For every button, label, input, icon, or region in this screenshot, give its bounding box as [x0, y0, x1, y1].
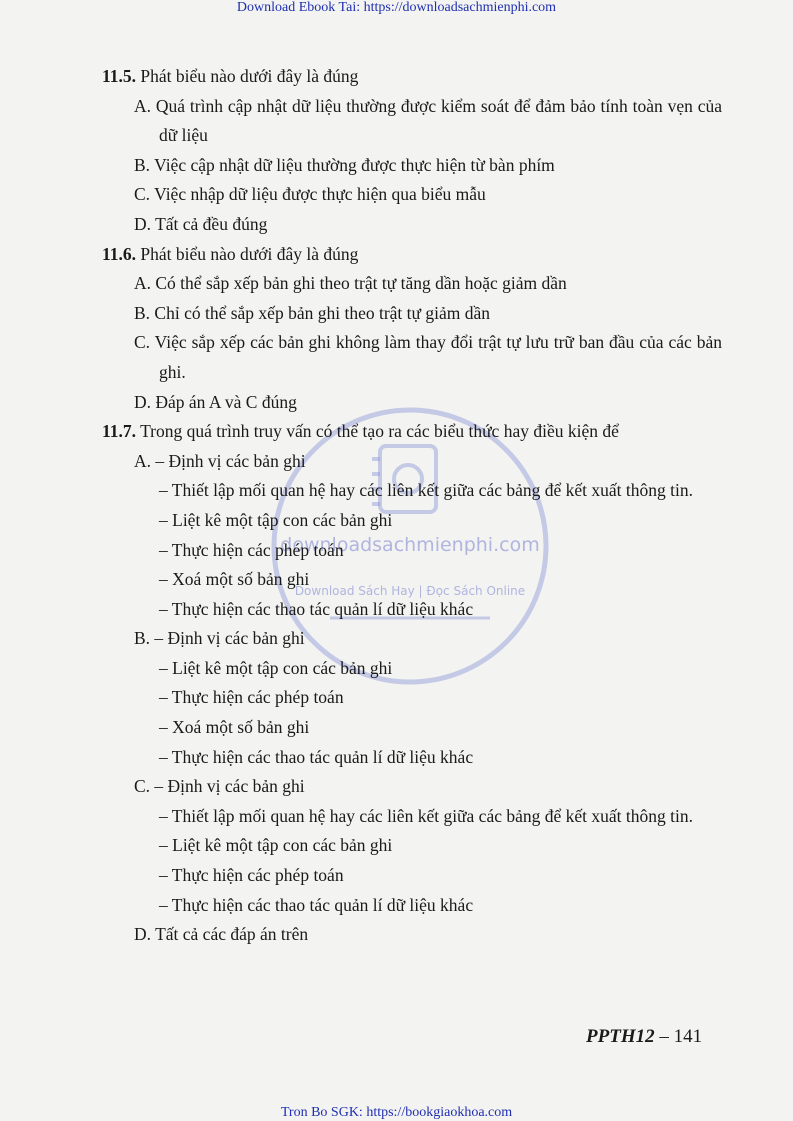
question-11-5: 11.5. Phát biểu nào dưới đây là đúng	[102, 66, 359, 86]
option-11-7-b-item: – Thực hiện các thao tác quản lí dữ liệu khác	[159, 746, 474, 767]
option-11-7-a-item: – Thực hiện các thao tác quản lí dữ liệu khác	[159, 598, 474, 619]
option-11-7-a-item: – Liệt kê một tập con các bản ghi	[159, 509, 393, 530]
option-11-7-a-item: – Xoá một số bản ghi	[159, 569, 310, 590]
option-11-7-a-item: – Thực hiện các phép toán	[159, 539, 344, 560]
watermark-site-text: downloadsachmienphi.com	[280, 534, 540, 556]
option-11-6-a: A. Có thể sắp xếp bản ghi theo trật tự tăng dần hoặc giảm dần	[134, 273, 567, 294]
option-11-6-b: B. Chỉ có thể sắp xếp bản ghi theo trật tự giảm dần	[134, 302, 491, 323]
option-11-7-a: A. – Định vị các bản ghi	[134, 450, 306, 471]
question-11-7: 11.7. Trong quá trình truy vấn có thể tạo ra các biểu thức hay điều kiện để	[102, 421, 619, 442]
option-11-7-b-item: – Thực hiện các phép toán	[159, 687, 344, 708]
option-11-7-c-item: – Thực hiện các phép toán	[159, 865, 344, 886]
option-11-7-c-item: – Thiết lập mối quan hệ hay các liên kết giữa các bảng để kết xuất thông tin.	[159, 805, 693, 826]
option-11-6-d: D. Đáp án A và C đúng	[134, 391, 297, 412]
option-11-7-d: D. Tất cả các đáp án trên	[134, 924, 309, 945]
header-download-link[interactable]: Download Ebook Tai: https://downloadsachmienphi.com	[236, 0, 557, 15]
option-11-7-c-item: – Thực hiện các thao tác quản lí dữ liệu khác	[159, 894, 474, 915]
option-11-7-c-item: – Liệt kê một tập con các bản ghi	[159, 835, 393, 856]
footer-sgk-link[interactable]: Tron Bo SGK: https://bookgiaokhoa.com	[280, 1105, 513, 1120]
option-11-5-b: B. Việc cập nhật dữ liệu thường được thực hiện từ bàn phím	[134, 154, 555, 175]
option-11-5-d: D. Tất cả đều đúng	[134, 213, 268, 234]
page-number: PPTH12 – 141	[586, 1026, 703, 1047]
option-11-5-a: A. Quá trình cập nhật dữ liệu thường được kiểm soát để đảm bảo tính toàn vẹn của dữ liệu	[134, 95, 722, 146]
option-11-7-b: B. – Định vị các bản ghi	[134, 628, 305, 649]
watermark-tagline: Download Sách Hay | Đọc Sách Online	[294, 584, 526, 598]
question-11-6: 11.6. Phát biểu nào dưới đây là đúng	[102, 243, 359, 264]
option-11-7-b-item: – Liệt kê một tập con các bản ghi	[159, 657, 393, 678]
option-11-7-a-item: – Thiết lập mối quan hệ hay các liên kết giữa các bảng để kết xuất thông tin.	[159, 480, 693, 501]
option-11-7-c: C. – Định vị các bản ghi	[134, 776, 305, 797]
option-11-6-c: C. Việc sắp xếp các bản ghi không làm thay đổi trật tự lưu trữ ban đầu của các bản ghi.	[134, 332, 722, 382]
page-body	[102, 62, 722, 950]
option-11-7-b-item: – Xoá một số bản ghi	[159, 717, 310, 738]
option-11-5-c: C. Việc nhập dữ liệu được thực hiện qua biểu mẫu	[134, 184, 486, 205]
